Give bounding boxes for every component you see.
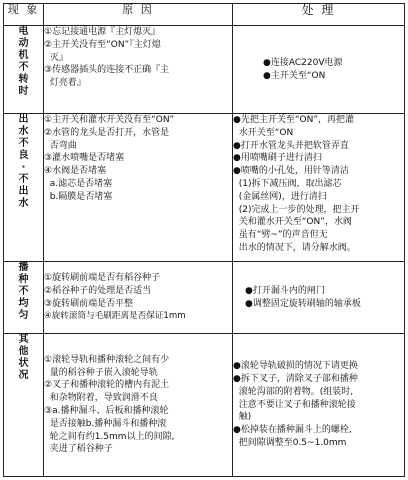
header-phenomenon: 现 象 bbox=[4, 4, 44, 26]
solution-line: 把间隙调整至0.5~1.0mm bbox=[233, 437, 347, 448]
cause-cell bbox=[44, 114, 233, 262]
cause-line: 是否接触b.播种漏斗和播种滚 bbox=[44, 418, 167, 429]
cause-line: 夹进了稻谷种子 bbox=[44, 444, 113, 455]
solution-line: ●喷嘴的小孔处，用针等清洁 bbox=[233, 166, 349, 177]
header-row bbox=[4, 4, 405, 26]
solution-line: ●松掉装在播种漏斗上的螺栓, bbox=[233, 425, 352, 436]
cause-cell bbox=[44, 334, 233, 477]
cause-line: 灭』 bbox=[44, 52, 68, 63]
cause-line: ②水管的龙头是否打开，水管是 bbox=[44, 127, 170, 138]
cause-line: 和杂物附着，导致润滑不良 bbox=[44, 393, 158, 404]
solution-line: 注意不要让叉子和播种滚轮接 bbox=[233, 399, 356, 410]
table-row bbox=[4, 262, 405, 334]
solution-line: 虽有“劈~”的声音但无 bbox=[233, 230, 328, 241]
cause-line: b.隔膜是否堵塞 bbox=[44, 191, 113, 202]
cause-line: ④旋转滚筒与毛刷距离是否保证1mm bbox=[44, 311, 186, 322]
cause-line: ④水阀是否堵塞 bbox=[44, 166, 107, 177]
cause-line: 否弯曲 bbox=[44, 140, 77, 151]
cause-line: ①旋转刷前端是否有稻谷种子 bbox=[44, 272, 161, 283]
solution-line: ●先把主开关至“ON”，再把灌 bbox=[233, 115, 354, 125]
category-cell bbox=[4, 114, 44, 262]
cause-line: ②叉子和播种滚轮的槽内有泥土 bbox=[44, 380, 170, 391]
solution-line: 滚轮沟部的附着物。(组装时, bbox=[233, 386, 354, 397]
solution-line: ●调整固定旋转刷轴的轴承板 bbox=[245, 298, 361, 309]
category-label: 出水不良·不出水 bbox=[18, 114, 29, 209]
category-label: 电动机不转时 bbox=[18, 26, 29, 97]
cause-line: 灯亮着』 bbox=[44, 78, 86, 89]
table-row bbox=[4, 334, 405, 477]
solution-line: ●打开水管龙头并把软管弄直 bbox=[233, 140, 349, 151]
cause-line: ①滚轮导轨和播种滚轮之间有少 bbox=[44, 354, 170, 365]
category-label: 播种不均匀 bbox=[18, 262, 29, 321]
solution-line: (2)完成上一步的处理，把主开 bbox=[233, 204, 360, 215]
cause-line: ③a.播种漏斗、后板和播种滚轮 bbox=[44, 406, 169, 416]
solution-cell bbox=[233, 26, 405, 114]
cause-line: ①忘记接通电源『主灯熄灭』 bbox=[44, 27, 161, 37]
solution-line: ●拆下叉子，清除叉子部和播种 bbox=[233, 374, 358, 384]
solution-line: 水开关至“ON bbox=[233, 127, 294, 138]
header-cause: 原 因 bbox=[44, 4, 233, 26]
category-cell bbox=[4, 262, 44, 334]
cause-line: ③灌水喷嘴是否堵塞 bbox=[44, 153, 125, 164]
troubleshooting-table bbox=[3, 3, 405, 477]
solution-line: (1)拆下减压阀，取出滤芯 bbox=[233, 178, 342, 189]
solution-line: ●打开漏斗内的闸门 bbox=[245, 285, 325, 296]
solution-cell bbox=[233, 262, 405, 334]
cause-line: a.滤芯是否堵塞 bbox=[44, 178, 113, 189]
solution-line: 出水的情况下，请分解水阀。 bbox=[233, 242, 356, 253]
solution-line: ●连接AC220V电源 bbox=[263, 57, 343, 68]
table-row bbox=[4, 114, 405, 262]
header-solution: 处 理 bbox=[233, 4, 405, 26]
cause-line: ①主开关和灌水开关没有至“ON” bbox=[44, 115, 175, 125]
solution-line: ●用喷嘴刷子进行清扫 bbox=[233, 153, 322, 164]
cause-line: 量的稻谷种子嵌入滚轮导轨 bbox=[44, 367, 158, 378]
solution-cell bbox=[233, 114, 405, 262]
solution-line: 关和灌水开关至“ON”，水阀 bbox=[233, 217, 352, 228]
cause-line: ③旋转刷前端是否平整 bbox=[44, 298, 134, 309]
cause-line: ②主开关没有至“ON”『主灯熄 bbox=[44, 39, 161, 50]
category-cell bbox=[4, 26, 44, 114]
solution-line: ●主开关至“ON bbox=[263, 70, 326, 81]
category-label: 其他状况 bbox=[18, 334, 29, 381]
category-cell bbox=[4, 334, 44, 477]
solution-line: (金属丝网)，进行清扫 bbox=[233, 191, 327, 202]
table-row bbox=[4, 26, 405, 114]
cause-cell bbox=[44, 26, 233, 114]
cause-line: 轮之间有约1.5mm以上的间隙, bbox=[44, 431, 175, 442]
solution-line: 触) bbox=[233, 412, 252, 423]
cause-cell bbox=[44, 262, 233, 334]
cause-line: ③传感器插头的连接不正确『主 bbox=[44, 65, 170, 76]
cause-line: ②稻谷种子的处理是否适当 bbox=[44, 285, 152, 296]
solution-cell bbox=[233, 334, 405, 477]
solution-line: ●滚轮导轨破损的情况下请更换 bbox=[233, 361, 358, 372]
